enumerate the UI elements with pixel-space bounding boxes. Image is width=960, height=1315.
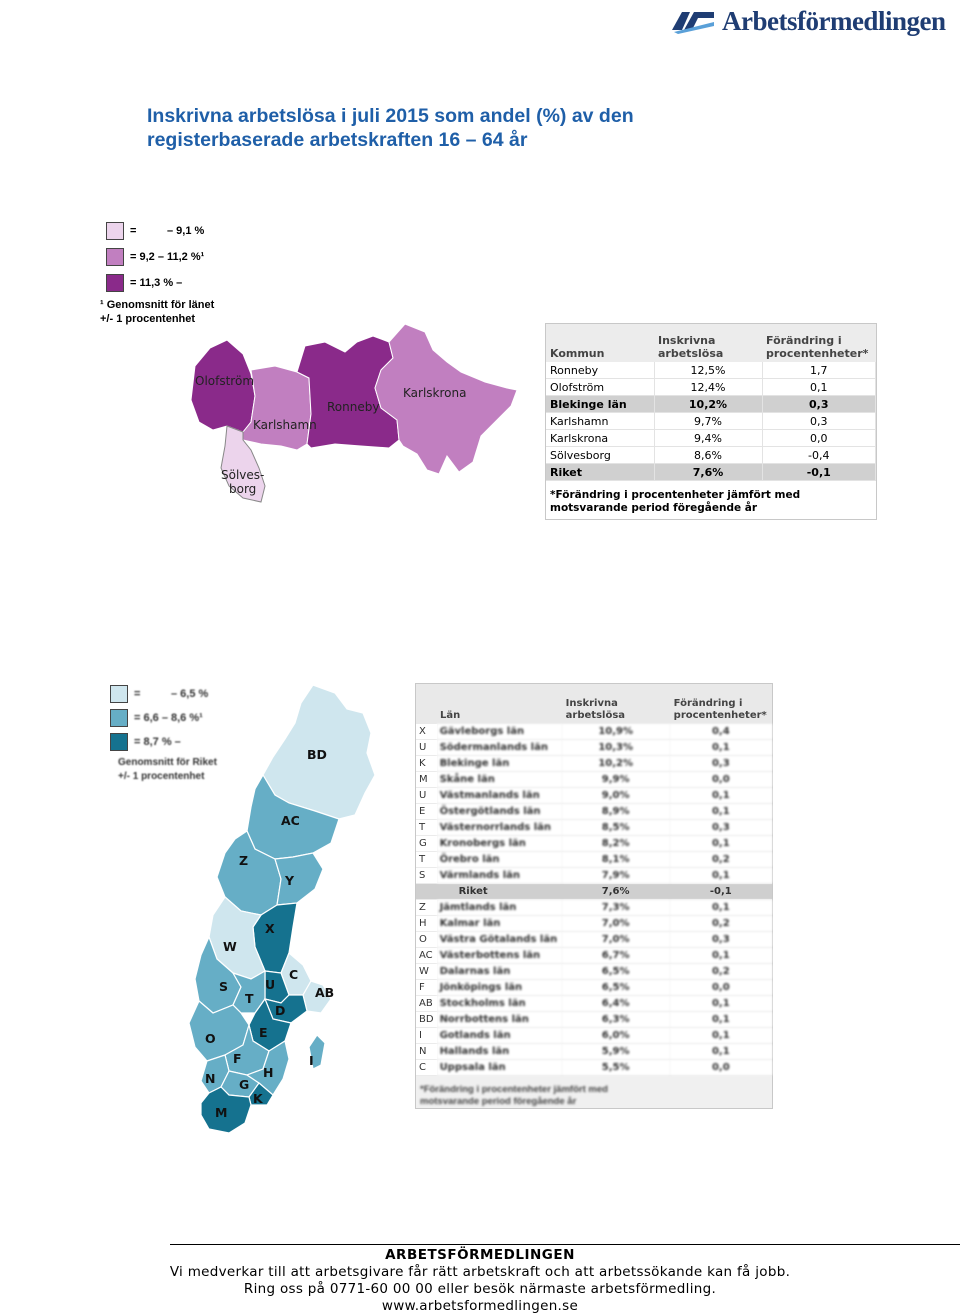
footer-divider [170, 1244, 960, 1245]
cell-pct: 12,5% [654, 362, 762, 379]
logo [670, 4, 945, 38]
footer-url[interactable]: www.arbetsformedlingen.se [381, 1298, 579, 1314]
table-row [416, 964, 772, 980]
cell-name: Norrbottens län [437, 1012, 562, 1028]
cell-name: Gävleborgs län [437, 724, 562, 740]
table-row [416, 724, 772, 740]
cell-change: 0,3 [762, 396, 876, 413]
cell-code [416, 884, 437, 900]
legend-row-low [106, 220, 214, 242]
table-row [416, 1060, 772, 1076]
cell-pct: 8,9% [562, 804, 670, 820]
county-label-w: W [223, 939, 237, 954]
cell-change: 0,1 [670, 948, 772, 964]
note-line-1: *Förändring i procentenheter jämfört med [420, 1084, 608, 1095]
cell-change: 0,1 [670, 1044, 772, 1060]
county-label-g: G [239, 1077, 250, 1092]
cell-change: 0,1 [670, 740, 772, 756]
cell-pct: 10,2% [654, 396, 762, 413]
county-label-ac: AC [281, 813, 300, 828]
cell-change: 0,3 [670, 820, 772, 836]
cell-pct: 8,2% [562, 836, 670, 852]
cell-name: Sölvesborg [546, 447, 654, 464]
col-forandring: Förändring i procentenheter* [762, 324, 876, 362]
cell-change: 0,1 [670, 1028, 772, 1044]
county-label-y: Y [285, 873, 295, 888]
sweden-table [416, 684, 772, 1076]
cell-name: Jämtlands län [437, 900, 562, 916]
legend-note-line-2: +/- 1 procentenhet [118, 771, 205, 782]
cell-name: Västra Götalands län [437, 932, 562, 948]
table-row [416, 916, 772, 932]
blekinge-legend [100, 220, 215, 326]
cell-name: Dalarnas län [437, 964, 562, 980]
label-karlskrona: Karlskrona [403, 386, 467, 400]
county-label-t: T [245, 991, 254, 1006]
cell-pct: 5,5% [562, 1060, 670, 1076]
table-row [416, 836, 772, 852]
cell-name: Karlskrona [546, 430, 654, 447]
title-line-1: Inskrivna arbetslösa i juli 2015 som andel (%) av den [147, 105, 634, 127]
col-kommun: Kommun [546, 324, 654, 362]
table-row [416, 1012, 772, 1028]
cell-pct: 6,7% [562, 948, 670, 964]
cell-pct: 7,6% [654, 464, 762, 481]
cell-code: E [416, 804, 437, 820]
legend-note-line-2: +/- 1 procentenhet [100, 313, 196, 325]
cell-pct: 5,9% [562, 1044, 670, 1060]
label-solvesborg-2: borg [229, 482, 257, 496]
cell-name: Kronobergs län [437, 836, 562, 852]
cell-pct: 10,9% [562, 724, 670, 740]
legend-label-high: = 11,3 % – [130, 277, 183, 289]
col-forandring: Förändring i procentenheter* [670, 684, 772, 724]
table-row [416, 980, 772, 996]
county-label-i: I [309, 1053, 314, 1068]
table-row [546, 379, 876, 396]
cell-code: T [416, 820, 437, 836]
cell-pct: 7,0% [562, 916, 670, 932]
cell-name: Örebro län [437, 852, 562, 868]
cell-name: Östergötlands län [437, 804, 562, 820]
cell-name: Kalmar län [437, 916, 562, 932]
table-header-row [416, 684, 772, 724]
footer [0, 1247, 960, 1315]
county-label-s: S [219, 979, 229, 994]
cell-code: H [416, 916, 437, 932]
county-y [275, 853, 323, 905]
label-karlshamn: Karlshamn [253, 418, 317, 432]
cell-pct: 8,6% [654, 447, 762, 464]
county-label-f: F [233, 1051, 242, 1066]
cell-name: Västerbottens län [437, 948, 562, 964]
table-row [416, 756, 772, 772]
table-row [416, 948, 772, 964]
cell-change: -0,1 [670, 884, 772, 900]
cell-change: 1,7 [762, 362, 876, 379]
cell-name: Hallands län [437, 1044, 562, 1060]
cell-change: 0,1 [762, 379, 876, 396]
cell-pct: 6,5% [562, 964, 670, 980]
table-row [546, 430, 876, 447]
county-label-d: D [275, 1003, 286, 1018]
county-label-h: H [263, 1065, 274, 1080]
cell-change: 0,0 [670, 980, 772, 996]
county-label-u: U [265, 977, 276, 992]
legend-label-mid: = 9,2 – 11,2 %¹ [130, 251, 205, 263]
page-title [147, 104, 634, 152]
table-row [416, 772, 772, 788]
sweden-table-note [416, 1076, 772, 1116]
footer-line-2: Ring oss på 0771-60 00 00 eller besök närmaste arbetsförmedling. [243, 1281, 717, 1297]
cell-change: 0,0 [670, 772, 772, 788]
cell-pct: 7,3% [562, 900, 670, 916]
cell-pct: 6,5% [562, 980, 670, 996]
legend-row-high [106, 272, 214, 294]
county-label-x: X [265, 921, 275, 936]
cell-code: Z [416, 900, 437, 916]
cell-code: BD [416, 1012, 437, 1028]
logo-mark-icon [670, 8, 716, 34]
label-solvesborg-1: Sölves- [221, 468, 265, 482]
cell-change: 0,2 [670, 916, 772, 932]
legend-note-line-1: Genomsnitt för Riket [118, 757, 217, 768]
note-line-2: motsvarande period föregående år [420, 1096, 577, 1107]
footer-line-1: Vi medverkar till att arbetsgivare får rätt arbetskraft och att arbetssökande kan få jobb. [169, 1264, 791, 1280]
blekinge-map [185, 318, 520, 508]
cell-code: U [416, 740, 437, 756]
legend-label-high: = 8,7 % – [134, 736, 181, 748]
sweden-table-panel [415, 683, 773, 1109]
cell-code: X [416, 724, 437, 740]
table-row [416, 1028, 772, 1044]
county-label-ab: AB [315, 985, 335, 1000]
cell-change: 0,0 [762, 430, 876, 447]
cell-pct: 12,4% [654, 379, 762, 396]
blekinge-table [546, 324, 876, 481]
county-label-n: N [205, 1071, 216, 1086]
cell-name: Riket [546, 464, 654, 481]
cell-change: 0,1 [670, 804, 772, 820]
cell-name: Värmlands län [437, 868, 562, 884]
county-label-bd: BD [307, 747, 327, 762]
cell-pct: 6,4% [562, 996, 670, 1012]
county-label-c: C [289, 967, 299, 982]
cell-code: U [416, 788, 437, 804]
col-inskrivna: Inskrivna arbetslösa [562, 684, 670, 724]
label-olofstrom: Olofström [195, 374, 255, 388]
legend-row-mid [106, 246, 214, 268]
cell-name: Gotlands län [437, 1028, 562, 1044]
cell-name: Södermanlands län [437, 740, 562, 756]
cell-name: Västernorrlands län [437, 820, 562, 836]
cell-change: 0,3 [670, 932, 772, 948]
county-label-m: M [215, 1105, 228, 1120]
cell-code: T [416, 852, 437, 868]
cell-change: 0,4 [670, 724, 772, 740]
cell-pct: 6,0% [562, 1028, 670, 1044]
cell-code: AB [416, 996, 437, 1012]
cell-pct: 9,7% [654, 413, 762, 430]
footer-org: ARBETSFÖRMEDLINGEN [385, 1247, 575, 1263]
cell-pct: 9,4% [654, 430, 762, 447]
legend-label-mid: = 6,6 – 8,6 %¹ [134, 712, 203, 724]
col-inskrivna: Inskrivna arbetslösa [654, 324, 762, 362]
legend-swatch-low [110, 685, 128, 703]
cell-change: 0,1 [670, 900, 772, 916]
cell-pct: 9,9% [562, 772, 670, 788]
cell-code: N [416, 1044, 437, 1060]
note-line-2: motsvarande period föregående år [550, 502, 758, 514]
cell-pct: 10,3% [562, 740, 670, 756]
table-row [416, 820, 772, 836]
legend-swatch-mid [106, 248, 124, 266]
table-row [416, 852, 772, 868]
legend-label-low: = – 6,5 % [134, 688, 209, 700]
cell-change: 0,3 [670, 756, 772, 772]
cell-code: G [416, 836, 437, 852]
cell-change: 0,1 [670, 1012, 772, 1028]
cell-name: Jönköpings län [437, 980, 562, 996]
table-header-row [546, 324, 876, 362]
table-row [416, 996, 772, 1012]
cell-pct: 10,2% [562, 756, 670, 772]
table-row [416, 740, 772, 756]
table-row [416, 868, 772, 884]
legend-label-low: = – 9,1 % [130, 225, 205, 237]
table-row [546, 413, 876, 430]
table-row [416, 884, 772, 900]
sweden-map [185, 683, 385, 1138]
cell-pct: 7,0% [562, 932, 670, 948]
cell-change: 0,2 [670, 852, 772, 868]
cell-code: C [416, 1060, 437, 1076]
cell-pct: 8,5% [562, 820, 670, 836]
cell-name: Riket [437, 884, 562, 900]
cell-change: 0,1 [670, 836, 772, 852]
cell-change: -0,1 [762, 464, 876, 481]
blekinge-table-panel [545, 323, 877, 520]
cell-name: Ronneby [546, 362, 654, 379]
county-label-o: O [205, 1031, 216, 1046]
table-row [416, 932, 772, 948]
cell-code: I [416, 1028, 437, 1044]
table-row [546, 447, 876, 464]
cell-change: 0,1 [670, 996, 772, 1012]
cell-name: Skåne län [437, 772, 562, 788]
cell-change: 0,2 [670, 964, 772, 980]
legend-swatch-high [106, 274, 124, 292]
county-label-k: K [253, 1091, 263, 1106]
cell-pct: 8,1% [562, 852, 670, 868]
cell-change: 0,3 [762, 413, 876, 430]
cell-change: 0,0 [670, 1060, 772, 1076]
table-row [546, 362, 876, 379]
cell-code: W [416, 964, 437, 980]
cell-code: O [416, 932, 437, 948]
cell-change: 0,1 [670, 868, 772, 884]
table-row [416, 804, 772, 820]
cell-change: -0,4 [762, 447, 876, 464]
note-line-1: *Förändring i procentenheter jämfört med [550, 489, 801, 501]
label-ronneby: Ronneby [327, 400, 380, 414]
cell-name: Blekinge län [546, 396, 654, 413]
title-line-2: registerbaserade arbetskraften 16 – 64 år [147, 129, 528, 151]
legend-swatch-low [106, 222, 124, 240]
blekinge-table-note [546, 481, 876, 519]
table-row [416, 788, 772, 804]
cell-name: Olofström [546, 379, 654, 396]
cell-name: Karlshamn [546, 413, 654, 430]
cell-name: Uppsala län [437, 1060, 562, 1076]
county-label-z: Z [239, 853, 249, 868]
cell-pct: 7,6% [562, 884, 670, 900]
cell-code: S [416, 868, 437, 884]
legend-swatch-high [110, 733, 128, 751]
cell-name: Västmanlands län [437, 788, 562, 804]
legend-swatch-mid [110, 709, 128, 727]
cell-pct: 7,9% [562, 868, 670, 884]
logo-text: Arbetsförmedlingen [722, 5, 946, 36]
county-label-e: E [259, 1025, 268, 1040]
table-row [416, 900, 772, 916]
table-row [416, 1044, 772, 1060]
cell-name: Blekinge län [437, 756, 562, 772]
table-row [546, 464, 876, 481]
cell-change: 0,1 [670, 788, 772, 804]
legend-note-line-1: ¹ Genomsnitt för länet [100, 299, 215, 311]
cell-name: Stockholms län [437, 996, 562, 1012]
table-row [546, 396, 876, 413]
cell-code: K [416, 756, 437, 772]
cell-code: AC [416, 948, 437, 964]
col-lan: Län [416, 684, 562, 724]
cell-code: F [416, 980, 437, 996]
cell-pct: 6,3% [562, 1012, 670, 1028]
cell-pct: 9,0% [562, 788, 670, 804]
cell-code: M [416, 772, 437, 788]
